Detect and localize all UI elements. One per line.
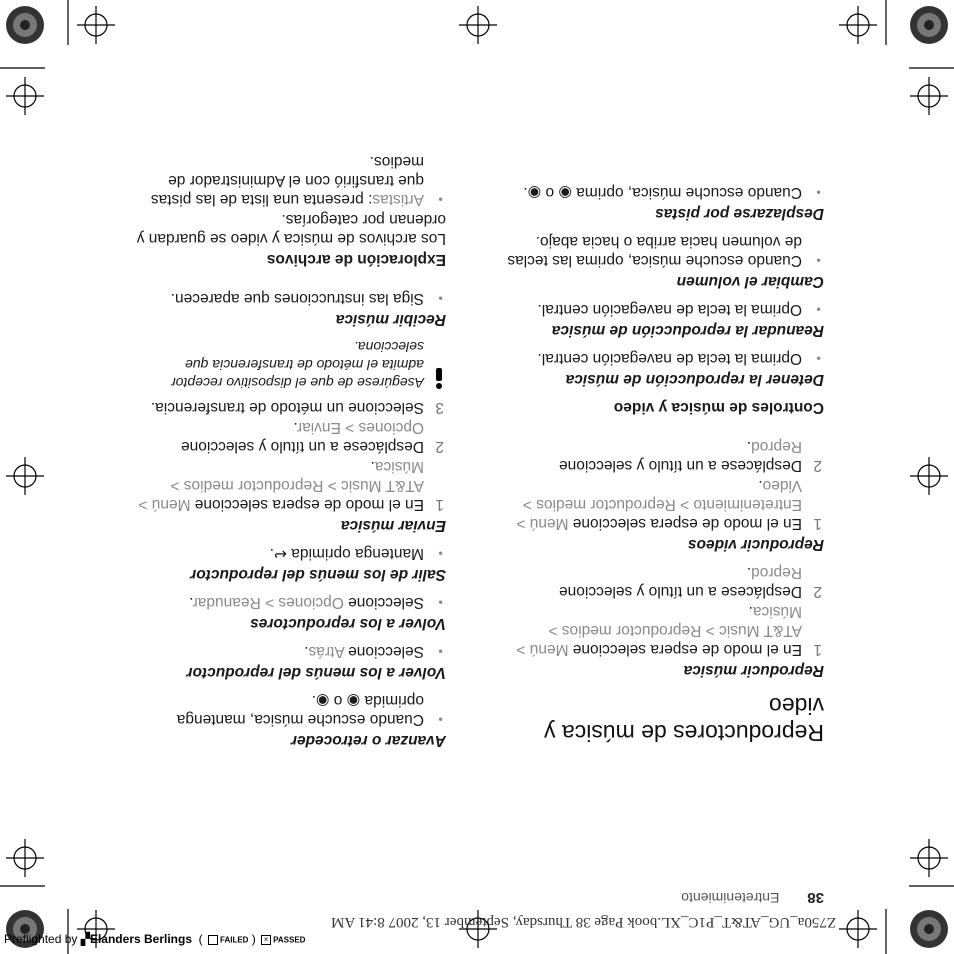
left-column — [504, 182, 824, 850]
elanders-logo-icon: ▞ — [80, 932, 90, 946]
step: 2 Desplácese a un título y seleccione Reprod. — [559, 438, 822, 474]
heading: Reanudar la reproducción de música — [551, 322, 824, 339]
bullet: ● Mantenga oprimida ↩. — [126, 544, 446, 563]
bullet: ● Artistas: presenta una lista de las pistas que transfirió con el Administrador de medios. — [126, 152, 446, 209]
failed-checkbox — [208, 935, 218, 945]
heading: Exploración de archivos — [266, 251, 446, 268]
step: 1 En el modo de espera seleccione Menú > Entretenimiento > Reproductor medios > Video. — [516, 477, 822, 532]
step: 1 En el modo de espera seleccione Menú > AT&T Music > Reproductor medios > Música. — [516, 603, 822, 658]
heading: Reproducir música — [683, 662, 824, 679]
right-column — [126, 151, 446, 850]
heading: Detener la reproducción de música — [565, 371, 824, 388]
page-title: Reproductores de música y video — [544, 693, 824, 746]
heading: Volver a los menús del reproductor — [186, 664, 446, 681]
info-icon — [434, 368, 444, 390]
bullet: ● Oprima la tecla de navegación central. — [504, 300, 824, 319]
page-header — [681, 889, 824, 906]
bullet: ● Seleccione Atrás. — [126, 642, 446, 661]
heading: Controles de música y video — [613, 399, 824, 416]
heading: Desplazarse por pistas — [655, 205, 824, 222]
bullet: ● Seleccione Opciones > Reanudar. — [126, 593, 446, 612]
heading: Cambiar el volumen — [676, 273, 824, 290]
step: 2 Desplácese a un título y seleccione Reprod. — [559, 564, 822, 600]
step: 2 Desplácese a un título y seleccione Opciones > Enviar. — [181, 419, 444, 455]
note: Asegúrese de que el dispositivo receptor admita el método de transferencia que selecciona. — [126, 338, 446, 392]
step: 3 Seleccione un método de transferencia. — [150, 399, 444, 416]
preflight-stamp: Preflighted by ▞Elanders Berlings ( FAILED ) × PASSED — [4, 932, 306, 946]
bullet: ● Cuando escuche música, oprima ◉ o ◉. — [504, 183, 824, 202]
passed-checkbox: × — [261, 935, 271, 945]
bullet: ● Cuando escuche música, mantenga oprimida ◉ o ◉. — [126, 691, 446, 729]
heading: Volver a los reproductores — [250, 615, 446, 632]
paragraph: Los archivos de música y video se guardan y ordenan por categorías. — [136, 211, 446, 247]
step: 1 En el modo de espera seleccione Menú > AT&T Music > Reproductor medios > Música. — [138, 458, 444, 513]
bullet: ● Siga las instrucciones que aparecen. — [126, 289, 446, 308]
section-name: Entretenimiento — [681, 890, 780, 906]
heading: Avanzar o retroceder — [290, 732, 446, 749]
bullet: ● Oprima la tecla de navegación central. — [504, 349, 824, 368]
heading: Enviar música — [340, 517, 446, 534]
bullet: ● Cuando escuche música, oprima las teclas de volumen hacia arriba o hacia abajo. — [504, 232, 824, 270]
page-number: 38 — [807, 889, 824, 906]
heading: Reproducir videos — [687, 536, 824, 553]
footer-line: Z750a_UG_AT&T_P1C_XL.book Page 38 Thursday, September 13, 2007 8:41 AM — [331, 914, 836, 930]
heading: Salir de los menús del reproductor — [190, 566, 446, 583]
heading: Recibir música — [335, 311, 446, 328]
